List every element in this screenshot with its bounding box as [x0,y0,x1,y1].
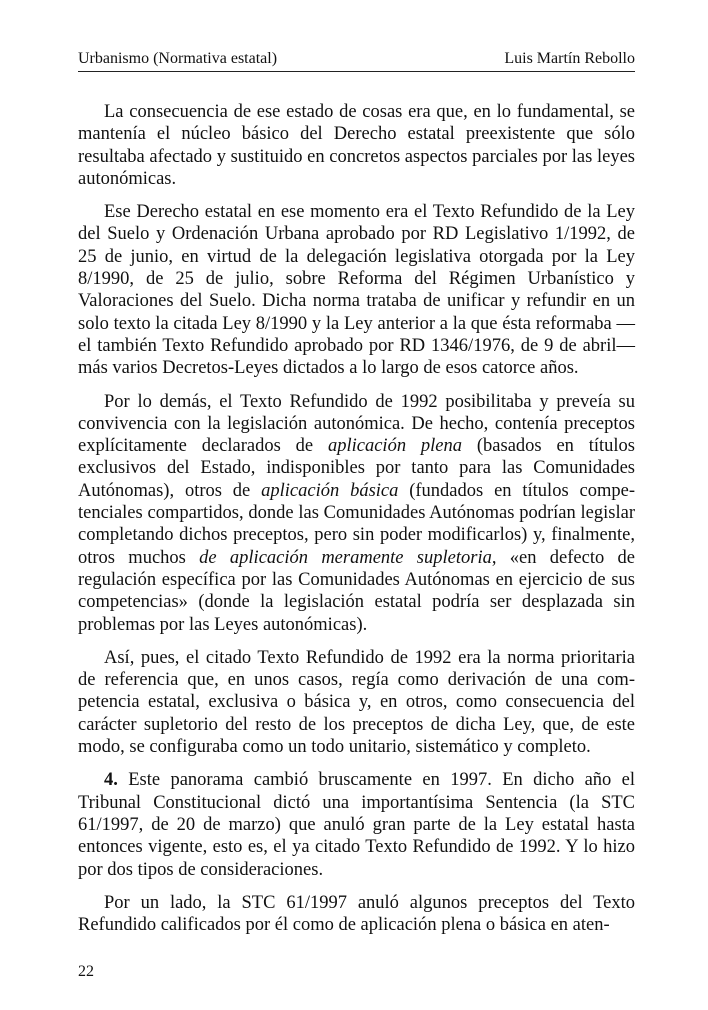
section-number: 4. [104,770,118,791]
header-author: Luis Martín Rebollo [504,50,635,67]
paragraph-4-text: Así, pues, el citado Texto Refundido de 1992 era la norma prioritaria de referencia que, en unos casos, regía como derivación de una competencia estatal, exclusiva o básica y, en otros, como consecuencia del carácter supletorio del resto de los preceptos de dicha Ley, que, de este modo, se configuraba como un todo unitario, sistemático y completo. [78,647,635,758]
page-number: 22 [78,963,94,980]
paragraph-3-text-1: Por lo demás, el Texto Refundido de 1992 posibilitaba y preveía su convivencia con la legislación autonómica. De hecho, contenía preceptos explícitamente declarados de [78,391,635,457]
paragraph-2 [78,201,635,379]
running-header [78,49,635,72]
paragraph-1 [78,101,635,190]
header-book-title: Urbanismo (Normativa estatal) [78,50,278,67]
paragraph-3-text-3: (fundados en títulos competenciales compartidos, donde las Comunidades Autónomas podrían legislar completando dichos preceptos, pero sin poder modificarlos) y, finalmente, otros muchos [78,480,635,568]
paragraph-3 [78,391,635,636]
paragraph-3-text-4: , «en defecto de regulación específica por las Comunidades Autónomas en ejercicio de sus competencias» (donde la legislación estatal podría ser desplazada sin problemas por las Leyes autonómicas). [78,547,635,635]
paragraph-3-text-2: (basados en títulos exclusivos del Estado, indisponibles por tanto para las Comunidades Autónomas), otros de [78,436,636,501]
term-aplicacion-basica: aplicación básica [261,480,399,501]
paragraph-2-text: Ese Derecho estatal en ese momento era el Texto Refundido de la Ley del Suelo y Ordenación Urbana aprobado por RD Legislativo 1/1992, de 25 de junio, en virtud de la delegación legislativa otorgada por la Ley 8/1990, de 25 de julio, sobre Reforma del Régimen Urbanístico y Valoraciones del Suelo. Dicha norma trataba de unificar y refundir en un solo texto la citada Ley 8/1990 y la Ley anterior a la que ésta reformaba —el también Texto Refundido aprobado por RD 1346/1976, de 9 de abril— más varios Decretos-Leyes dictados a lo largo de esos catorce años. [78,202,635,379]
paragraph-6-text: Por un lado, la STC 61/1997 anuló algunos preceptos del Texto Refundido calificados por él como de aplicación plena o básica en aten- [78,892,635,936]
term-aplicacion-supletoria: de aplicación meramente supletoria [199,547,492,568]
paragraph-5-text: Este panorama cambió bruscamente en 1997. En dicho año el Tribunal Constitucional dictó una importantísima Sentencia (la STC 61/1997, de 20 de marzo) que anuló gran parte de la Ley estatal hasta entonces vigente, esto es, el ya citado Texto Refundido de 1992. Y lo hizo por dos tipos de consideraciones. [78,770,635,880]
body-text [78,101,635,936]
paragraph-4 [78,647,635,758]
paragraph-1-text: La consecuencia de ese estado de cosas era que, en lo fundamental, se mantenía el núcleo básico del Derecho estatal preexistente que sólo resultaba afectado y sustituido en concretos aspectos parciales por las leyes autonómicas. [78,102,635,189]
paragraph-6 [78,892,635,937]
term-aplicacion-plena: aplicación plena [327,436,463,457]
paragraph-5 [78,769,635,880]
